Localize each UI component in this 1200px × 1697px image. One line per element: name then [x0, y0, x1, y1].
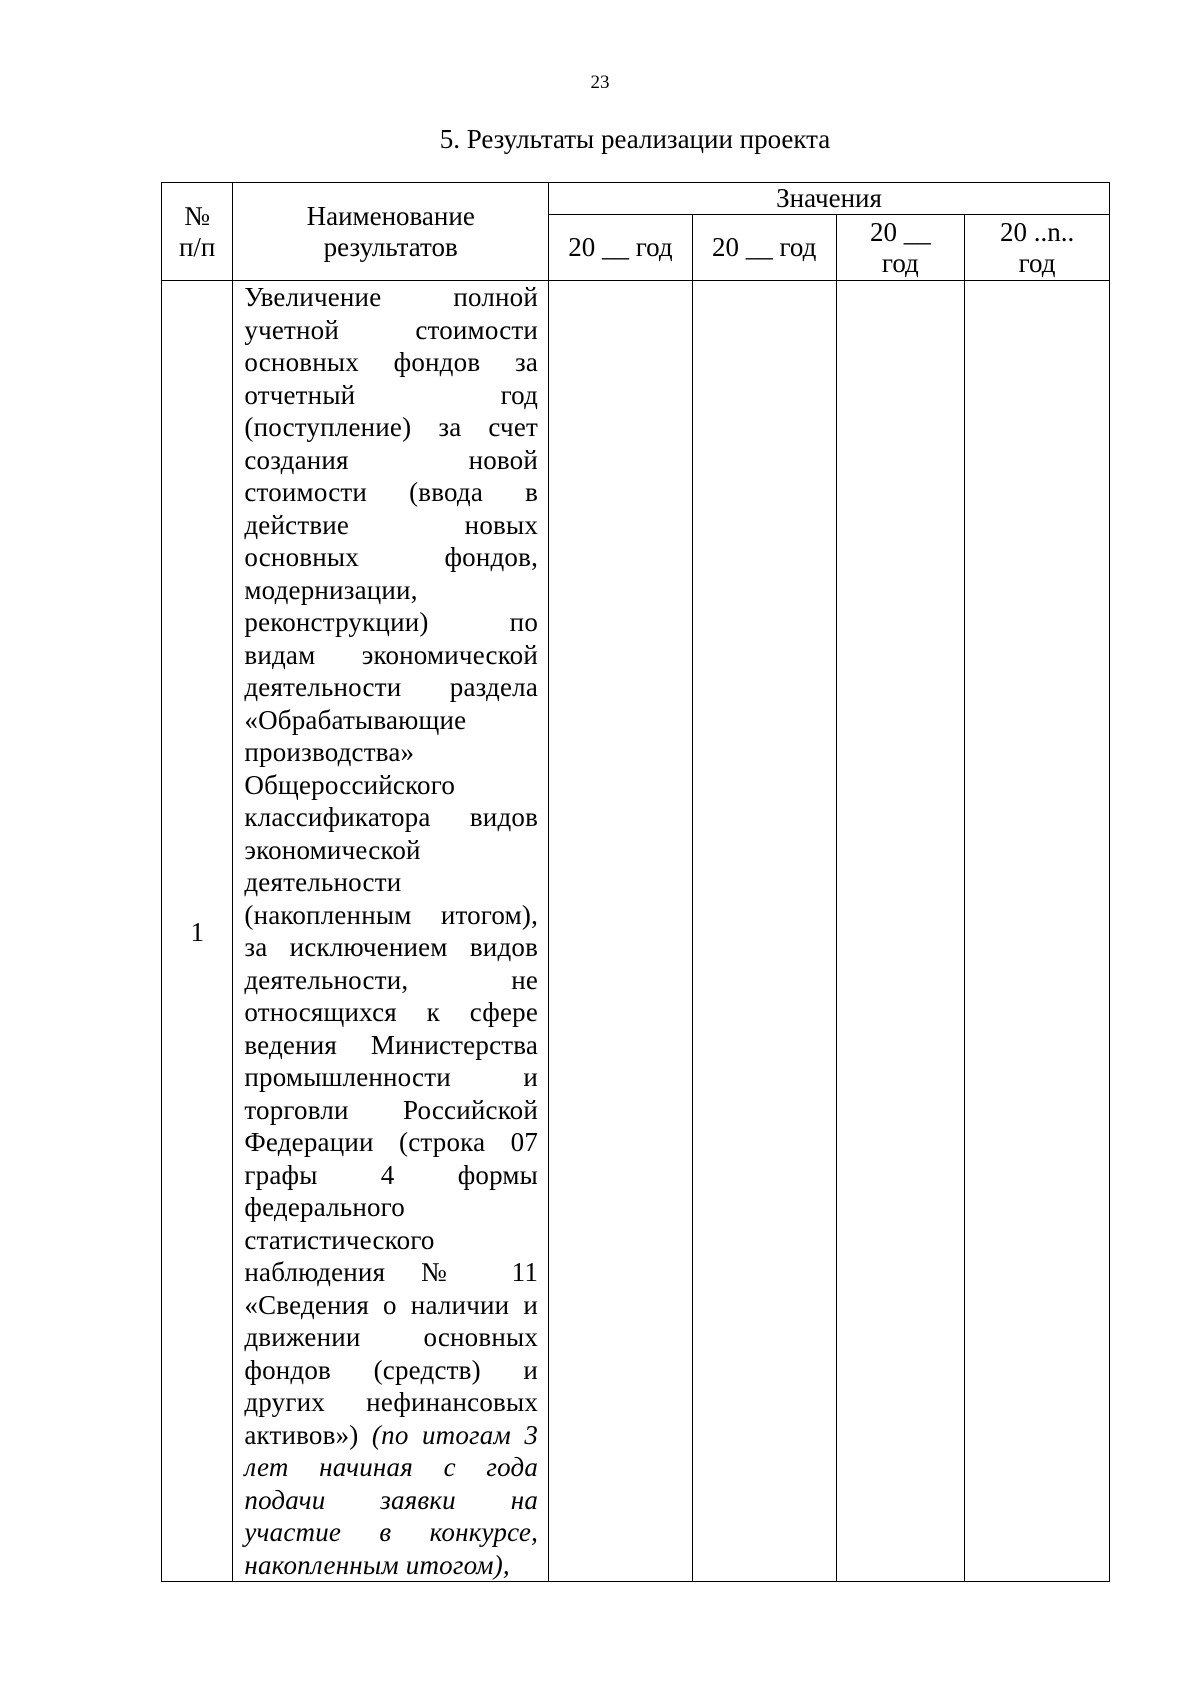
header-year-3: 20 __ год	[836, 215, 965, 281]
row-number-cell: 1	[162, 281, 233, 1582]
table-header-row	[162, 183, 1110, 215]
page-number: 23	[590, 72, 610, 93]
header-values-group: Значения	[549, 183, 1110, 215]
row-name-italic-note: (по итогам 3 лет начиная с года подачи заявки на участие в конкурсе, накопленным итогом),	[244, 1419, 539, 1580]
section-title: 5. Результаты реализации проекта	[439, 124, 831, 154]
row-value-cell-3	[836, 281, 965, 1582]
row-value-cell-4	[965, 281, 1110, 1582]
header-name: Наименование результатов	[233, 183, 549, 281]
row-name-text: Увеличение полной учетной стоимости основных фондов за отчетный год (поступление) за счет создания новой стоимости (ввода в действие новых основных фондов, модернизации, реконструкции) по видам экономической деятельности раздела «Обрабатывающие производства» Общероссийского классификатора видов экономической деятельности (накопленным итогом), за исключением видов деятельности, не относящихся к сфере ведения Министерства промышленности и торговли Российской Федерации (строка 07 графы 4 формы федерального статистического наблюдения № 11 «Сведения о наличии и движении основных фондов (средств) и других нефинансовых активов»)	[244, 282, 539, 1450]
header-year-4: 20 ..n.. год	[965, 215, 1110, 281]
row-value-cell-2	[692, 281, 836, 1582]
row-name-cell	[233, 281, 549, 1582]
header-num: № п/п	[162, 183, 233, 281]
header-year-1: 20 __ год	[549, 215, 693, 281]
row-value-cell-1	[549, 281, 693, 1582]
table-row	[162, 281, 1110, 1582]
header-year-2: 20 __ год	[692, 215, 836, 281]
results-table	[161, 182, 1110, 1582]
